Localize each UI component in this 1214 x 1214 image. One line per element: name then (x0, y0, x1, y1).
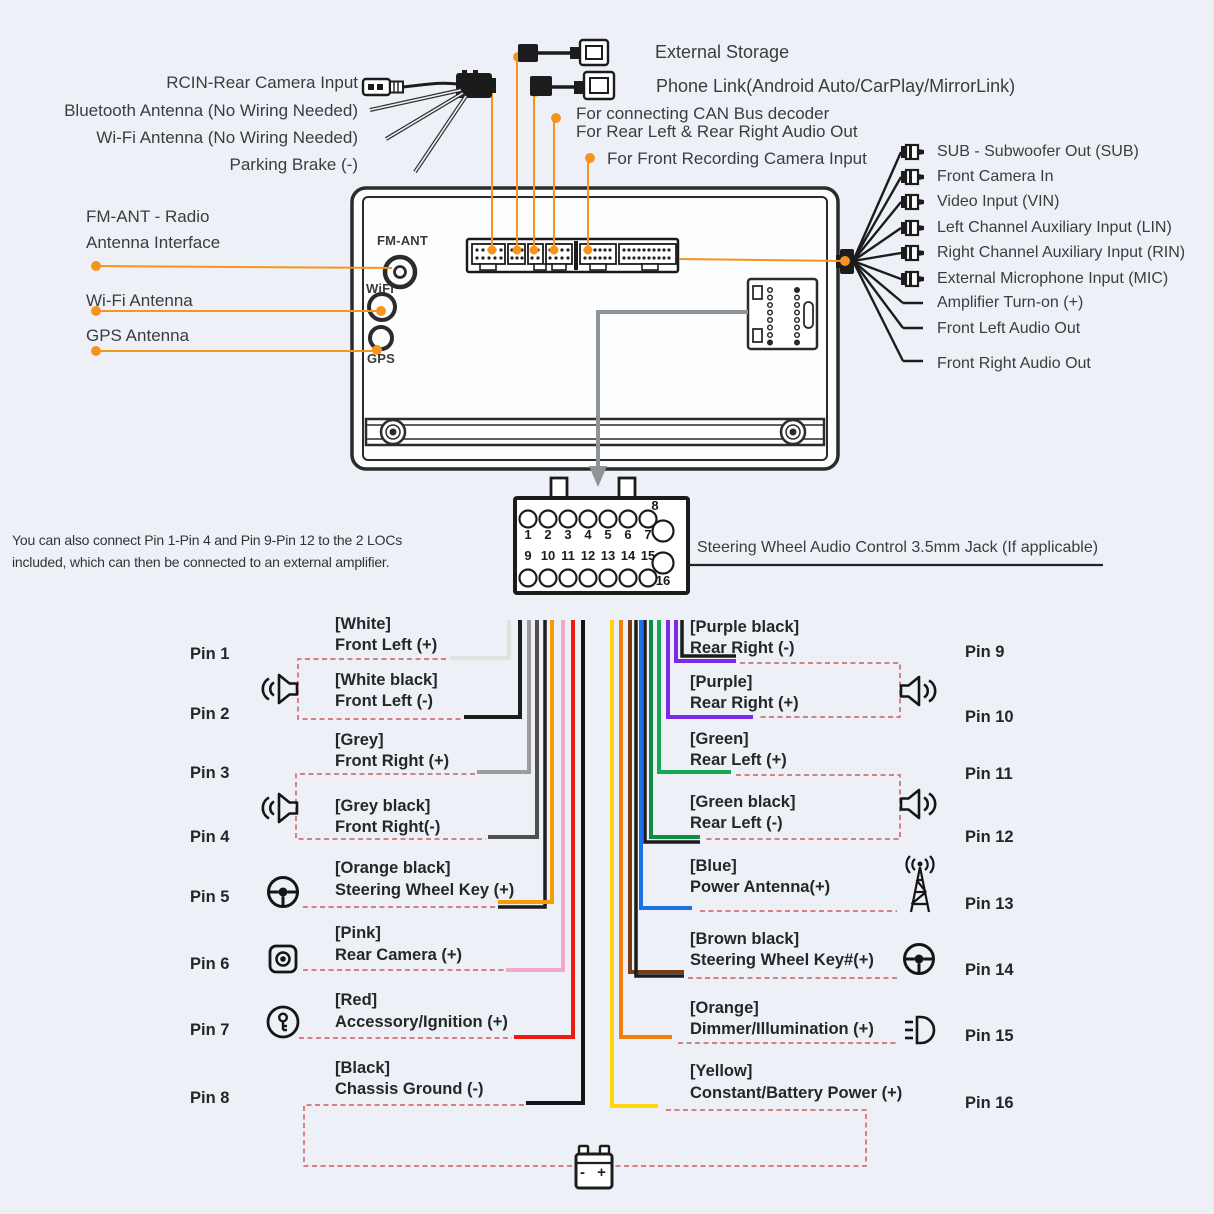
harness-socket (748, 279, 817, 349)
head-unit (352, 188, 854, 469)
label-front-camera-in: Front Camera In (937, 168, 1054, 185)
label-amp-turn-on: Amplifier Turn-on (+) (937, 294, 1084, 311)
wire-color-tag: [Orange] (690, 999, 759, 1017)
wire-function: Rear Camera (+) (335, 946, 463, 964)
label-right-aux-input: Right Channel Auxiliary Input (RIN) (937, 244, 1186, 261)
pin-number: 12 (580, 548, 596, 563)
label-swc-jack: Steering Wheel Audio Control 3.5mm Jack (If applicable) (697, 539, 1099, 556)
label-front-right-audio-out: Front Right Audio Out (937, 355, 1091, 372)
pin-label: Pin 13 (965, 895, 1014, 913)
wire-function: Front Left (+) (335, 636, 438, 654)
pin-number: 11 (561, 548, 575, 563)
unit-gps-label: GPS (367, 351, 396, 366)
label-rcin: RCIN-Rear Camera Input (166, 73, 358, 92)
wire-color-tag: [White] (335, 615, 391, 633)
pin-label: Pin 15 (965, 1027, 1014, 1045)
label-ext-mic-input: External Microphone Input (MIC) (937, 270, 1169, 287)
wire-color-tag: [Pink] (335, 924, 381, 942)
label-fm-radio: FM-ANT - Radio (86, 207, 210, 226)
label-antenna-interface: Antenna Interface (86, 233, 221, 252)
label-wifi-antenna: Wi-Fi Antenna (86, 291, 193, 310)
wire-white (450, 620, 509, 658)
antenna-fan-cables (370, 90, 466, 172)
wire-function: Rear Right (-) (690, 639, 795, 657)
wire-color-tag: [Grey black] (335, 797, 431, 815)
wire-color-tag: [Green black] (690, 793, 796, 811)
pin-number: 4 (584, 527, 592, 542)
label-front-left-audio-out: Front Left Audio Out (937, 320, 1081, 337)
rear-camera-icon (270, 946, 296, 972)
pin-number: 2 (544, 527, 552, 542)
wire-color-tag: [Purple] (690, 673, 753, 691)
pin-label: Pin 4 (190, 828, 230, 846)
wire-color-tag: [Purple black] (690, 618, 800, 636)
wire-color-tag: [Black] (335, 1059, 391, 1077)
pin-number: 15 (640, 548, 656, 563)
label-phone-link: Phone Link(Android Auto/CarPlay/MirrorLink) (656, 76, 1016, 96)
pin-label: Pin 5 (190, 888, 230, 906)
pin-label: Pin 1 (190, 645, 230, 663)
pin-number: 13 (600, 548, 616, 563)
pin-number: 9 (524, 548, 532, 563)
power-antenna-icon (906, 856, 933, 912)
pin-number: 5 (604, 527, 612, 542)
wire-color-tag: [White black] (335, 671, 438, 689)
pin-number: 14 (620, 548, 636, 563)
pin-label: Pin 8 (190, 1089, 230, 1107)
wire-function: Accessory/Ignition (+) (335, 1013, 508, 1031)
label-wifi-antenna-top: Wi-Fi Antenna (No Wiring Needed) (96, 128, 358, 147)
usb-plug-icon (584, 72, 614, 99)
phone-link-cable (530, 72, 614, 99)
wire-function: Rear Left (-) (690, 814, 783, 832)
wire-white-black (464, 620, 520, 717)
wire-function: Dimmer/Illumination (+) (690, 1020, 874, 1038)
pin-label: Pin 10 (965, 708, 1014, 726)
unit-wifi-label: WiFi (366, 281, 395, 296)
usb-plug-icon (580, 40, 608, 65)
wire-color-tag: [Yellow] (690, 1062, 753, 1080)
wire-pink (506, 620, 563, 970)
screw-icon (381, 420, 405, 444)
pin-label: Pin 2 (190, 705, 230, 723)
rear-connector-row (467, 239, 678, 272)
headlight-icon (905, 1017, 934, 1043)
external-storage-cable (518, 40, 608, 65)
pin-label: Pin 3 (190, 764, 230, 782)
wire-color-tag: [Orange black] (335, 859, 451, 877)
pin-number: 3 (564, 527, 572, 542)
pin-number: 1 (524, 527, 532, 542)
wire-color-tag: [Red] (335, 991, 378, 1009)
unit-fm-ant-label: FM-ANT (377, 233, 429, 248)
pin-label: Pin 16 (965, 1094, 1014, 1112)
pin-label: Pin 14 (965, 961, 1014, 979)
screw-icon (781, 420, 805, 444)
label-sub-out: SUB - Subwoofer Out (SUB) (937, 143, 1139, 160)
wire-color-tag: [Grey] (335, 731, 384, 749)
loc-note-line1: You can also connect Pin 1-Pin 4 and Pin 9-Pin 12 to the 2 LOCs (12, 532, 403, 548)
wire-function: Power Antenna(+) (690, 878, 831, 896)
wire-color-tag: [Brown black] (690, 930, 800, 948)
wire-function: Chassis Ground (-) (335, 1080, 484, 1098)
pin-label: Pin 9 (965, 643, 1005, 661)
pin-number: 16 (655, 573, 671, 588)
label-parking-brake: Parking Brake (-) (229, 155, 358, 174)
pin-label: Pin 11 (965, 765, 1013, 783)
pin-number: 7 (644, 527, 652, 542)
wire-color-tag: [Green] (690, 730, 749, 748)
pin-number: 10 (540, 548, 556, 563)
rcin-plug-icon (363, 79, 403, 95)
battery-terminal-label: - + (580, 1164, 610, 1181)
wire-function: Steering Wheel Key (+) (335, 881, 515, 899)
pin-label: Pin 6 (190, 955, 230, 973)
label-front-recording: For Front Recording Camera Input (607, 149, 867, 168)
label-bluetooth-antenna: Bluetooth Antenna (No Wiring Needed) (64, 101, 358, 120)
wire-function: Front Left (-) (335, 692, 434, 710)
label-video-input: Video Input (VIN) (937, 193, 1060, 210)
wire-function: Rear Left (+) (690, 751, 787, 769)
loc-note-line2: included, which can then be connected to an external amplifier. (12, 554, 390, 570)
wire-function: Constant/Battery Power (+) (690, 1084, 903, 1102)
wire-function: Steering Wheel Key#(+) (690, 951, 874, 969)
wire-color-tag: [Blue] (690, 857, 737, 875)
pin-label: Pin 7 (190, 1021, 230, 1039)
wire-function: Front Right(-) (335, 818, 441, 836)
wire-function: Front Right (+) (335, 752, 450, 770)
label-can-bus: For connecting CAN Bus decoder (576, 104, 830, 123)
label-rear-audio-out: For Rear Left & Rear Right Audio Out (576, 122, 858, 141)
pin-label: Pin 12 (965, 828, 1014, 846)
label-left-aux-input: Left Channel Auxiliary Input (LIN) (937, 219, 1172, 236)
ignition-key-icon (268, 1007, 298, 1037)
label-gps-antenna: GPS Antenna (86, 326, 190, 345)
wire-function: Rear Right (+) (690, 694, 799, 712)
mounting-bracket (366, 419, 824, 445)
label-external-storage: External Storage (655, 42, 790, 62)
pin-number: 8 (651, 498, 659, 513)
pin-number: 6 (624, 527, 632, 542)
